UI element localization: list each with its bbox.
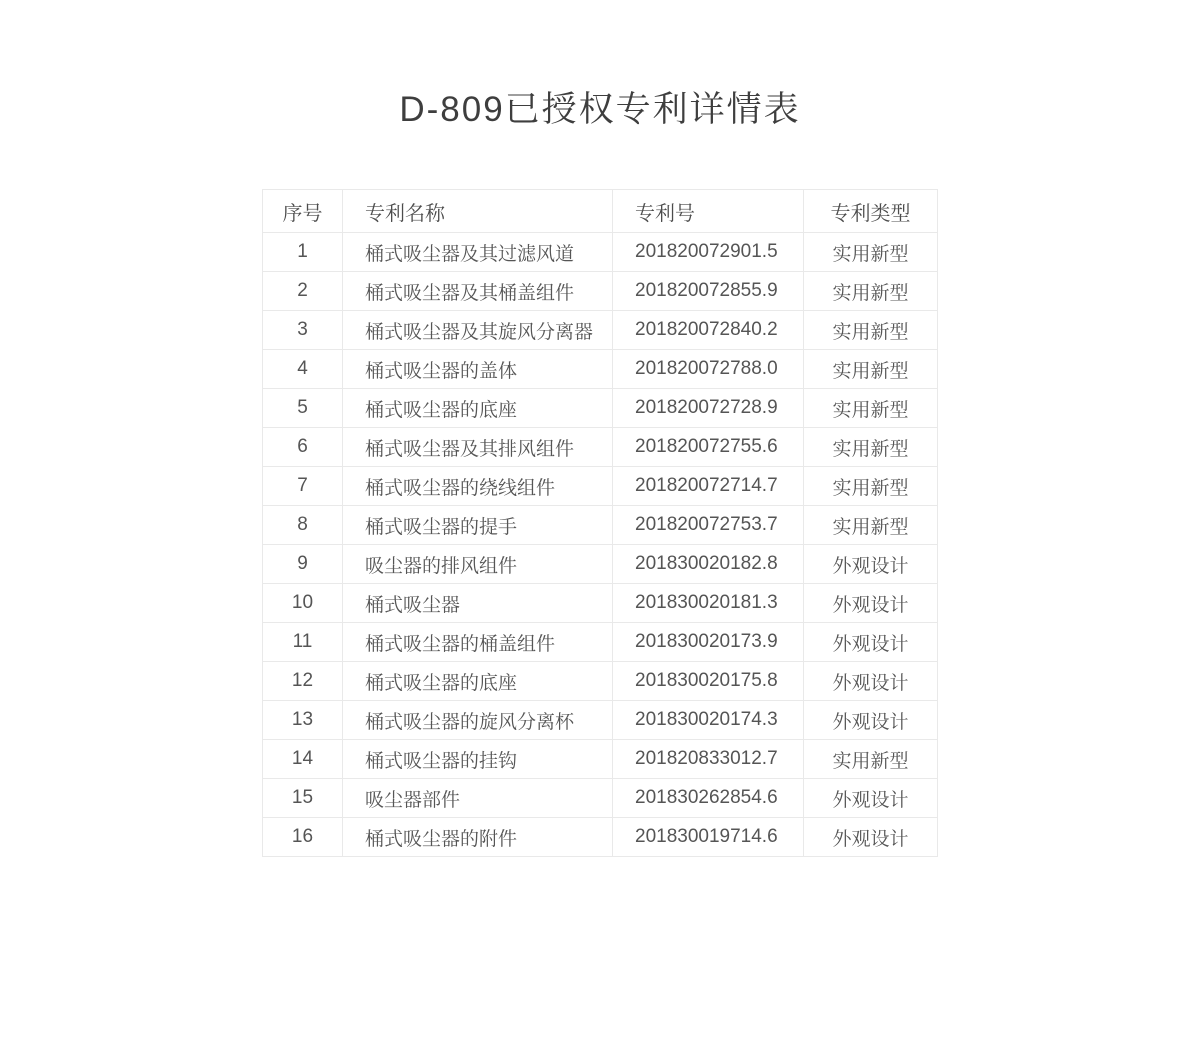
column-header-name: 专利名称 <box>343 190 613 233</box>
cell-seq: 12 <box>263 662 343 701</box>
cell-patent-type: 实用新型 <box>804 350 938 389</box>
cell-patent-type: 实用新型 <box>804 740 938 779</box>
cell-patent-type: 实用新型 <box>804 233 938 272</box>
cell-patent-number: 201820072728.9 <box>613 389 804 428</box>
cell-seq: 14 <box>263 740 343 779</box>
cell-patent-number: 201830020173.9 <box>613 623 804 662</box>
table-row <box>263 506 938 545</box>
cell-patent-name: 桶式吸尘器的提手 <box>343 506 613 545</box>
cell-patent-type: 外观设计 <box>804 584 938 623</box>
table-row <box>263 428 938 467</box>
cell-patent-number: 201820072855.9 <box>613 272 804 311</box>
cell-patent-number: 201830020175.8 <box>613 662 804 701</box>
cell-patent-number: 201830020181.3 <box>613 584 804 623</box>
table-row <box>263 779 938 818</box>
cell-patent-number: 201820833012.7 <box>613 740 804 779</box>
cell-patent-name: 桶式吸尘器的挂钩 <box>343 740 613 779</box>
cell-patent-type: 实用新型 <box>804 389 938 428</box>
cell-seq: 11 <box>263 623 343 662</box>
cell-patent-name: 桶式吸尘器的绕线组件 <box>343 467 613 506</box>
table-header <box>263 190 938 233</box>
cell-patent-type: 外观设计 <box>804 701 938 740</box>
cell-patent-number: 201820072714.7 <box>613 467 804 506</box>
cell-patent-type: 外观设计 <box>804 818 938 857</box>
table-row <box>263 233 938 272</box>
table-row <box>263 623 938 662</box>
patent-table-container <box>262 189 938 857</box>
table-header-row <box>263 190 938 233</box>
cell-seq: 15 <box>263 779 343 818</box>
cell-seq: 9 <box>263 545 343 584</box>
cell-patent-number: 201830020182.8 <box>613 545 804 584</box>
cell-patent-type: 外观设计 <box>804 545 938 584</box>
cell-patent-number: 201820072788.0 <box>613 350 804 389</box>
table-row <box>263 389 938 428</box>
table-row <box>263 740 938 779</box>
cell-patent-number: 201820072840.2 <box>613 311 804 350</box>
cell-patent-name: 桶式吸尘器及其排风组件 <box>343 428 613 467</box>
table-row <box>263 545 938 584</box>
table-row <box>263 467 938 506</box>
cell-seq: 1 <box>263 233 343 272</box>
cell-patent-type: 实用新型 <box>804 506 938 545</box>
cell-seq: 6 <box>263 428 343 467</box>
column-header-number: 专利号 <box>613 190 804 233</box>
table-row <box>263 350 938 389</box>
cell-patent-name: 桶式吸尘器的桶盖组件 <box>343 623 613 662</box>
table-row <box>263 584 938 623</box>
cell-patent-name: 桶式吸尘器 <box>343 584 613 623</box>
cell-seq: 4 <box>263 350 343 389</box>
cell-seq: 2 <box>263 272 343 311</box>
cell-seq: 8 <box>263 506 343 545</box>
cell-patent-type: 实用新型 <box>804 428 938 467</box>
column-header-type: 专利类型 <box>804 190 938 233</box>
cell-patent-type: 实用新型 <box>804 467 938 506</box>
cell-seq: 7 <box>263 467 343 506</box>
table-row <box>263 701 938 740</box>
table-row <box>263 272 938 311</box>
column-header-seq: 序号 <box>263 190 343 233</box>
cell-patent-name: 桶式吸尘器的旋风分离杯 <box>343 701 613 740</box>
table-row <box>263 662 938 701</box>
table-row <box>263 311 938 350</box>
cell-patent-name: 桶式吸尘器的底座 <box>343 662 613 701</box>
cell-patent-type: 外观设计 <box>804 779 938 818</box>
cell-patent-number: 201830262854.6 <box>613 779 804 818</box>
cell-patent-name: 桶式吸尘器及其过滤风道 <box>343 233 613 272</box>
cell-patent-name: 桶式吸尘器的盖体 <box>343 350 613 389</box>
cell-patent-number: 201820072901.5 <box>613 233 804 272</box>
cell-patent-number: 201820072753.7 <box>613 506 804 545</box>
page-title: D-809已授权专利详情表 <box>399 90 801 129</box>
cell-patent-name: 吸尘器部件 <box>343 779 613 818</box>
cell-seq: 16 <box>263 818 343 857</box>
cell-patent-number: 201830019714.6 <box>613 818 804 857</box>
cell-patent-number: 201830020174.3 <box>613 701 804 740</box>
patent-table <box>262 189 938 857</box>
cell-patent-name: 桶式吸尘器及其旋风分离器 <box>343 311 613 350</box>
cell-patent-type: 外观设计 <box>804 623 938 662</box>
cell-patent-name: 桶式吸尘器及其桶盖组件 <box>343 272 613 311</box>
cell-patent-number: 201820072755.6 <box>613 428 804 467</box>
cell-seq: 3 <box>263 311 343 350</box>
table-row <box>263 818 938 857</box>
cell-patent-type: 实用新型 <box>804 311 938 350</box>
cell-patent-type: 外观设计 <box>804 662 938 701</box>
cell-seq: 10 <box>263 584 343 623</box>
cell-seq: 5 <box>263 389 343 428</box>
cell-seq: 13 <box>263 701 343 740</box>
cell-patent-type: 实用新型 <box>804 272 938 311</box>
cell-patent-name: 桶式吸尘器的附件 <box>343 818 613 857</box>
cell-patent-name: 桶式吸尘器的底座 <box>343 389 613 428</box>
cell-patent-name: 吸尘器的排风组件 <box>343 545 613 584</box>
table-body <box>263 233 938 857</box>
